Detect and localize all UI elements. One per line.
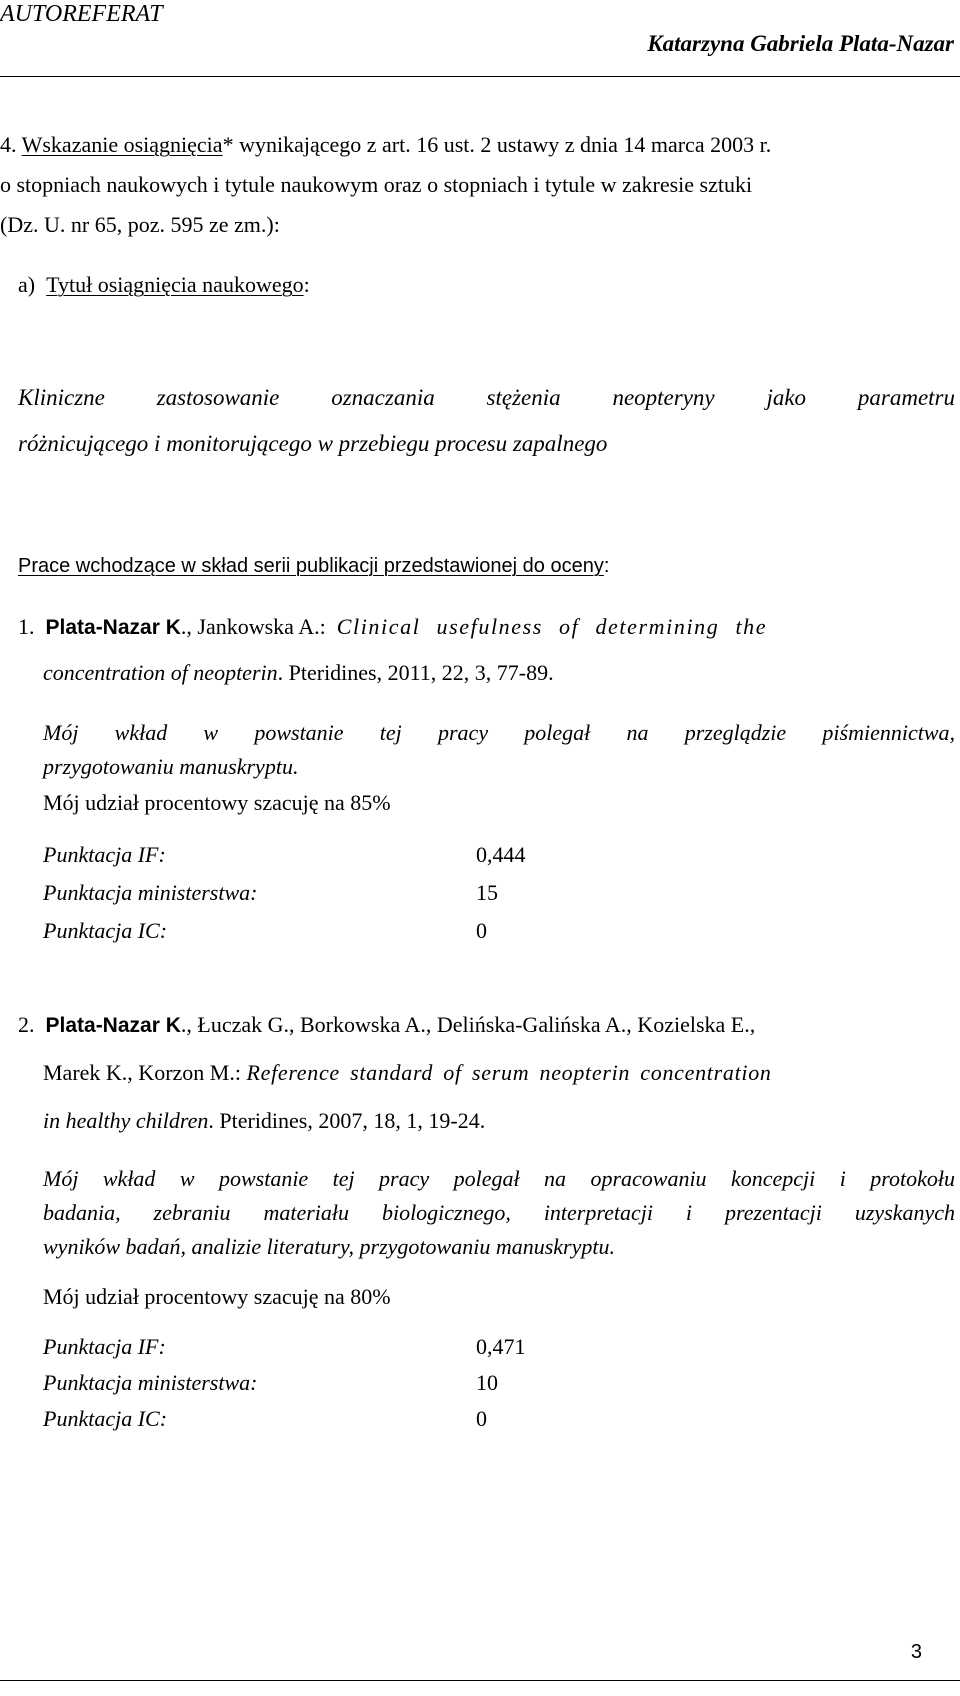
section-4-line-2: o stopniach naukowych i tytule naukowym oraz o stopniach i tytule w zakresie sztuki [0,172,753,197]
publication-title: Clinical usefulness of determining the [336,614,768,639]
section-4-text: * wynikającego z art. 16 ust. 2 ustawy z dnia 14 marca 2003 r. [222,132,772,157]
publication-1-line-1: 1. Plata-Nazar K., Jankowska A.: Clinical usefulness of determining the [18,614,768,639]
share-2: Mój udział procentowy szacuję na 80% [43,1284,391,1309]
publication-2-line-3: in healthy children. Pteridines, 2007, 18, 1, 19-24. [43,1108,486,1133]
publication-2-line-1: 2. Plata-Nazar K., Łuczak G., Borkowska A., Delińska-Galińska A., Kozielska E., [18,1012,756,1037]
score-label: Punktacja IC: [43,1406,168,1431]
subsection-label: Tytuł osiągnięcia naukowego [46,272,304,297]
publication-journal: . Pteridines, 2007, 18, 1, 19-24. [208,1108,486,1133]
footer-rule [0,1680,960,1681]
subsection-prefix: a) [18,272,36,297]
subsection-suffix: : [303,272,310,297]
score-value: 0,471 [476,1334,526,1359]
score-value: 0 [476,918,487,943]
achievement-title-line-1: Kliniczne zastosowanie oznaczania stężenia neopteryny jako parametru [18,385,955,410]
score-value: 0,444 [476,842,526,867]
contribution-1-line-2: przygotowaniu manuskryptu. [43,754,299,779]
publication-title: Reference standard of serum neopterin concentration [246,1060,772,1085]
publication-1-line-2: concentration of neopterin. Pteridines, 2011, 22, 3, 77-89. [43,660,554,685]
header-title: AUTOREFERAT [0,1,163,27]
page-number: 3 [910,1641,922,1663]
score-value: 15 [476,880,498,905]
header-rule [0,76,960,77]
publication-author-main: Plata-Nazar K [45,616,181,639]
subsection-a [18,274,310,296]
score-label: Punktacja ministerstwa: [43,1370,258,1395]
section-number: 4. [0,132,17,157]
score-label: Punktacja IF: [43,1334,166,1359]
achievement-title-line-2: różnicującego i monitorującego w przebiegu procesu zapalnego [18,431,608,456]
score-value: 0 [476,1406,487,1431]
share-1: Mój udział procentowy szacuję na 85% [43,790,391,815]
score-label: Punktacja IC: [43,918,168,943]
contribution-2-line-1: Mój wkład w powstanie tej pracy polegał na opracowaniu koncepcji i protokołu [43,1166,955,1191]
publication-2-line-2: Marek K., Korzon M.: Reference standard of serum neopterin concentration [43,1060,772,1085]
contribution-1-line-1: Mój wkład w powstanie tej pracy polegał na przeglądzie piśmiennictwa, [43,720,955,745]
score-label: Punktacja ministerstwa: [43,880,258,905]
publication-journal: . Pteridines, 2011, 22, 3, 77-89. [277,660,554,685]
publications-heading-label: Prace wchodzące w skład serii publikacji przedstawionej do oceny [18,555,604,577]
achievement-link[interactable]: Wskazanie osiągnięcia [21,132,223,157]
publication-number: 2. [18,1012,35,1037]
contribution-2-line-2: badania, zebraniu materiału biologicznego, interpretacji i prezentacji uzyskanych [43,1200,955,1225]
publication-author-main: Plata-Nazar K [45,1014,181,1037]
publications-heading: Prace wchodzące w skład serii publikacji przedstawionej do oceny: [18,555,610,577]
publication-number: 1. [18,614,35,639]
score-label: Punktacja IF: [43,842,166,867]
section-4-line-3: (Dz. U. nr 65, poz. 595 ze zm.): [0,212,280,237]
header-author: Katarzyna Gabriela Plata-Nazar [647,31,954,56]
score-value: 10 [476,1370,498,1395]
section-4-line-1 [0,134,771,156]
contribution-2-line-3: wyników badań, analizie literatury, przygotowaniu manuskryptu. [43,1234,615,1259]
